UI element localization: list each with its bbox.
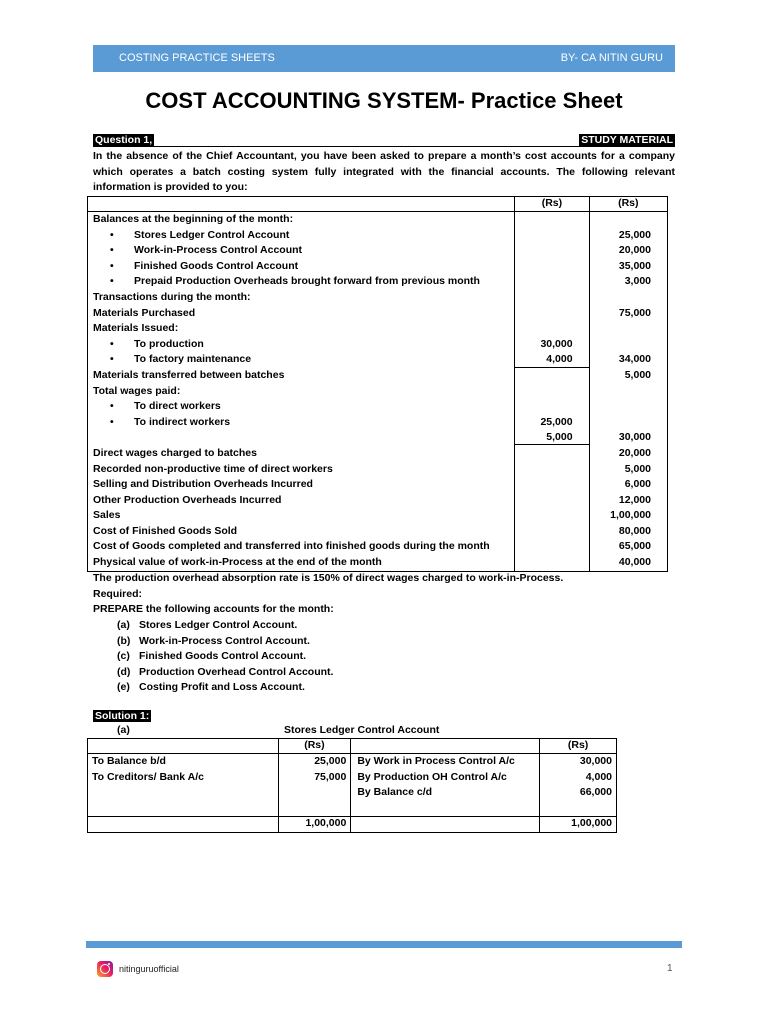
amount-b: 1,00,000 (610, 509, 651, 522)
footer-bar (86, 941, 682, 948)
total-credit: 1,00,000 (540, 817, 617, 833)
required-text: Production Overhead Control Account. (139, 665, 334, 678)
table-row-label (88, 555, 514, 571)
row-label-text: To production (134, 337, 204, 350)
footer-handle[interactable]: nitinguruofficial (119, 964, 179, 974)
amount-a (515, 368, 580, 384)
question-table (87, 196, 668, 572)
credit-labels (351, 754, 540, 817)
row-label-text: Cost of Finished Goods Sold (93, 524, 238, 537)
row-label-text: Finished Goods Control Account (134, 259, 299, 272)
amount-b (590, 290, 659, 306)
required-item (117, 665, 333, 681)
amount-a (515, 446, 580, 462)
page-title: COST ACCOUNTING SYSTEM- Practice Sheet (145, 88, 623, 113)
required-item (117, 680, 333, 696)
row-label-text: Physical value of work-in-Process at the end of the month (93, 556, 382, 569)
table-row-label (88, 462, 514, 478)
amount-a (515, 321, 580, 337)
credit-amount: 4,000 (585, 770, 612, 783)
table-row-label (88, 524, 514, 540)
row-label-text: Total wages paid: (93, 384, 181, 397)
bullet-icon: • (110, 259, 114, 272)
header-left: COSTING PRACTICE SHEETS (119, 52, 275, 64)
row-label-text: Balances at the beginning of the month: (93, 213, 294, 225)
table-row-label (88, 306, 514, 322)
row-label-text: Materials Purchased (93, 306, 196, 319)
divider (93, 146, 675, 147)
bullet-icon: • (110, 415, 114, 428)
table-row-label (88, 368, 514, 384)
row-label-text: Direct wages charged to batches (93, 446, 257, 459)
row-label-text: To direct workers (134, 400, 221, 413)
row-label-text: Sales (93, 509, 121, 522)
bullet-item (88, 259, 514, 275)
row-label-text: Work-in-Process Control Account (134, 244, 303, 257)
debit-labels (88, 754, 279, 817)
table-row-label (88, 493, 514, 509)
row-label-text: Other Production Overheads Incurred (93, 493, 282, 506)
amount-a (515, 493, 580, 509)
table-row-label (88, 212, 514, 228)
bullet-item (88, 274, 514, 290)
row-label-text: Materials Issued: (93, 322, 179, 335)
total-blank-1 (88, 817, 279, 833)
amount-a (515, 306, 580, 322)
amount-a (515, 399, 580, 415)
col-a-divider-2 (515, 444, 590, 445)
required-text: Work-in-Process Control Account. (139, 634, 310, 647)
amount-b (590, 399, 659, 415)
table-row-label (88, 290, 514, 306)
amount-a: 4,000 (546, 353, 573, 366)
bullet-icon: • (110, 400, 114, 413)
amount-b: 25,000 (618, 228, 651, 241)
amount-a (515, 274, 580, 290)
amount-a (515, 228, 580, 244)
table-row-label (88, 508, 514, 524)
bullet-icon: • (110, 337, 114, 350)
required-text: Finished Goods Control Account. (139, 650, 307, 663)
row-label-text: Transactions during the month: (93, 290, 251, 303)
amount-a (515, 539, 580, 555)
amount-b: 12,000 (618, 493, 651, 506)
amount-a (515, 259, 580, 275)
amount-b: 3,000 (624, 275, 651, 288)
total-debit: 1,00,000 (278, 817, 351, 833)
amount-a (515, 384, 580, 400)
amount-a (515, 524, 580, 540)
credit-amount: 66,000 (579, 786, 612, 799)
required-item (117, 618, 333, 634)
amount-a: 5,000 (546, 431, 573, 444)
amount-b: 20,000 (618, 446, 651, 459)
question-text: In the absence of the Chief Accountant, you have been asked to prepare a month’s cost accounts for a company which operates a batch costing system fully integrated with the financial accounts. The following relevant information is provided to you: (93, 150, 675, 194)
amount-b: 80,000 (618, 524, 651, 537)
table-row-label (88, 477, 514, 493)
required-mark: (d) (117, 665, 131, 678)
amount-a (515, 508, 580, 524)
table-header-blank (88, 197, 515, 212)
amount-a (515, 477, 580, 493)
table-row-label (88, 539, 514, 555)
table-row-label (88, 446, 514, 462)
debit-label: To Creditors/ Bank A/c (92, 770, 205, 783)
table-row-label (88, 430, 514, 446)
credit-label: By Balance c/d (357, 786, 433, 799)
required-heading: Required: (93, 587, 143, 600)
question-label: Question 1, (95, 134, 153, 146)
total-blank-2 (351, 817, 540, 833)
ledger-table (87, 738, 617, 833)
required-list (117, 618, 333, 696)
bullet-item (88, 243, 514, 259)
credit-label: By Production OH Control A/c (357, 770, 507, 783)
amount-b: 34,000 (618, 353, 651, 366)
bullet-item (88, 352, 514, 368)
amount-b (590, 415, 659, 431)
amount-b: 30,000 (618, 431, 651, 444)
amount-b: 5,000 (624, 462, 651, 475)
label-column (88, 212, 515, 572)
required-mark: (a) (117, 619, 130, 631)
amount-b (590, 212, 659, 228)
credit-amounts (540, 754, 617, 817)
solution-part: (a) (117, 724, 130, 736)
amount-b (590, 321, 659, 337)
row-label-text: To indirect workers (134, 415, 231, 428)
required-mark: (c) (117, 650, 130, 663)
bullet-item (88, 337, 514, 353)
amount-a: 25,000 (540, 415, 573, 428)
row-label-text: Selling and Distribution Overheads Incurred (93, 478, 313, 491)
row-label-text: Stores Ledger Control Account (134, 228, 290, 241)
credit-amount: 30,000 (579, 755, 612, 767)
bullet-icon: • (110, 228, 114, 241)
amount-a (515, 555, 580, 571)
row-label-text: To factory maintenance (134, 353, 252, 366)
amount-b (590, 384, 659, 400)
ledger-hdr-blank-1 (88, 739, 279, 754)
amount-b: 40,000 (618, 556, 651, 569)
amount-b: 6,000 (624, 478, 651, 491)
required-mark: (b) (117, 634, 131, 647)
page-number: 1 (667, 963, 673, 974)
amount-a (515, 462, 580, 478)
amount-a (515, 290, 580, 306)
header-right: BY- CA NITIN GURU (560, 52, 663, 64)
bullet-icon: • (110, 244, 114, 257)
table-row-label (88, 384, 514, 400)
solution-label: Solution 1: (95, 710, 150, 722)
credit-label: By Work in Process Control A/c (357, 755, 515, 767)
amount-column-a (515, 212, 589, 572)
instagram-icon (97, 961, 113, 977)
row-label-text: Materials transferred between batches (93, 368, 285, 381)
amount-b: 75,000 (618, 306, 651, 319)
study-material-tag: STUDY MATERIAL (581, 134, 673, 146)
amount-column-b (589, 212, 667, 572)
ledger-hdr-rs-1: (Rs) (278, 739, 351, 754)
required-item (117, 634, 333, 650)
prepare-line: PREPARE the following accounts for the month: (93, 603, 334, 616)
debit-label: To Balance b/d (92, 755, 166, 767)
col-header-a: (Rs) (515, 197, 589, 212)
required-item (117, 649, 333, 665)
amount-b (590, 337, 659, 353)
amount-b: 35,000 (618, 259, 651, 272)
row-label-text: Prepaid Production Overheads brought forward from previous month (134, 275, 480, 288)
row-label-text: Recorded non-productive time of direct workers (93, 462, 333, 475)
bullet-item (88, 415, 514, 431)
bullet-item (88, 399, 514, 415)
table-row-label (88, 321, 514, 337)
account-title: Stores Ledger Control Account (284, 724, 440, 736)
debit-amount: 75,000 (314, 770, 347, 783)
bullet-icon: • (110, 353, 114, 366)
col-header-b: (Rs) (589, 197, 667, 212)
amount-a (515, 212, 580, 228)
amount-b: 20,000 (618, 244, 651, 257)
row-label-text: Cost of Goods completed and transferred into finished goods during the month (93, 540, 490, 553)
bullet-item (88, 228, 514, 244)
amount-a (515, 243, 580, 259)
required-text: Stores Ledger Control Account. (139, 619, 298, 631)
required-text: Costing Profit and Loss Account. (139, 681, 305, 694)
post-table-text (93, 571, 675, 618)
debit-amount: 25,000 (314, 755, 347, 767)
bullet-icon: • (110, 275, 114, 288)
amount-b: 5,000 (624, 368, 651, 381)
amount-b: 65,000 (618, 540, 651, 553)
amount-a: 30,000 (540, 337, 573, 350)
col-a-divider-1 (515, 367, 590, 368)
debit-amounts (278, 754, 351, 817)
required-mark: (e) (117, 681, 130, 694)
absorption-note: The production overhead absorption rate is 150% of direct wages charged to work-in-Process. (93, 572, 564, 584)
ledger-hdr-blank-2 (351, 739, 540, 754)
ledger-hdr-rs-2: (Rs) (540, 739, 617, 754)
header-bar (93, 45, 675, 72)
